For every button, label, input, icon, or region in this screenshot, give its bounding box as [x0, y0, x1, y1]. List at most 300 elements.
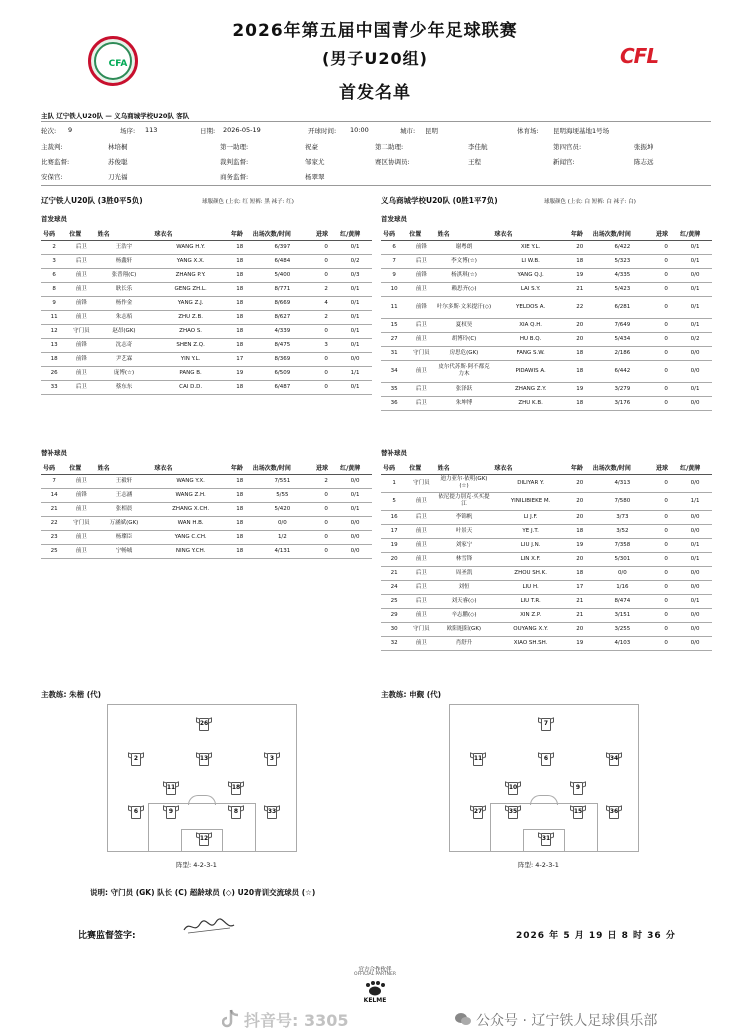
cell-cards: 0/0 — [338, 530, 372, 544]
home-starters-table — [41, 227, 372, 395]
cell-goals: 0 — [314, 268, 338, 282]
home-formation: 阵型: 4-2-3-1 — [176, 861, 217, 869]
cell-goals: 0 — [314, 352, 338, 366]
cell-age: 18 — [569, 346, 591, 360]
cell-age: 21 — [569, 608, 591, 622]
cell-name: 王志涵 — [96, 488, 153, 502]
cell-appearances: 4/131 — [251, 544, 314, 558]
column-header-cards: 红/黄牌 — [678, 461, 712, 474]
cell-goals: 0 — [654, 594, 678, 608]
cell-number: 3 — [41, 254, 67, 268]
partner-brand: KELME — [363, 997, 387, 1004]
player-shirt-icon — [196, 832, 212, 846]
cell-age: 18 — [229, 380, 251, 394]
home-subs-table — [41, 461, 372, 559]
player-shirt-icon — [538, 832, 554, 846]
cell-name: 李文博(☆) — [436, 254, 493, 268]
shirt-number: 34 — [609, 755, 619, 762]
table-row — [41, 324, 372, 338]
cell-appearances: 5/420 — [251, 502, 314, 516]
cell-appearances: 4/103 — [591, 636, 654, 650]
column-header-position: 位置 — [67, 461, 95, 474]
cell-goals: 0 — [654, 382, 678, 396]
home-starters-label: 首发球员 — [41, 215, 67, 223]
cell-name: 沈志奇 — [96, 338, 153, 352]
cell-cards: 0/1 — [338, 240, 372, 254]
cell-age: 18 — [229, 338, 251, 352]
cell-age: 18 — [229, 254, 251, 268]
table-row — [381, 510, 712, 524]
cell-cards: 0/0 — [678, 360, 712, 382]
cell-number: 25 — [381, 594, 407, 608]
cell-shirt-name: LI W.B. — [492, 254, 568, 268]
cell-name: 朱坤博 — [436, 396, 493, 410]
cell-name: 万涵斌(GK) — [96, 516, 153, 530]
cell-number: 34 — [381, 360, 407, 382]
cell-position: 守门员 — [407, 474, 435, 492]
cell-number: 22 — [41, 516, 67, 530]
cell-age: 19 — [229, 366, 251, 380]
cell-position: 前卫 — [67, 282, 95, 296]
column-header-name: 姓名 — [436, 461, 493, 474]
cell-name: 朱志栢 — [96, 310, 153, 324]
partner-sub: OFFICIAL PARTNER — [354, 972, 396, 977]
cell-position: 前卫 — [407, 524, 435, 538]
kickoff-label: 开球时间: — [308, 127, 337, 135]
cell-goals: 0 — [654, 240, 678, 254]
table-row — [41, 254, 372, 268]
cell-number: 26 — [41, 366, 67, 380]
douyin-logo-icon — [222, 1008, 240, 1028]
cell-cards: 0/1 — [338, 488, 372, 502]
table-row — [381, 636, 712, 650]
player-shirt-icon — [538, 752, 554, 766]
cell-goals: 0 — [654, 492, 678, 510]
cell-age: 22 — [569, 296, 591, 318]
table-row — [381, 382, 712, 396]
cell-appearances: 5/301 — [591, 552, 654, 566]
cell-position: 前卫 — [67, 502, 95, 516]
cell-cards: 1/1 — [338, 366, 372, 380]
cell-age: 18 — [569, 360, 591, 382]
away-formation: 阵型: 4-2-3-1 — [518, 861, 559, 869]
cell-cards: 0/1 — [678, 382, 712, 396]
cell-appearances: 8/475 — [251, 338, 314, 352]
cell-cards: 0/1 — [338, 324, 372, 338]
cell-position: 前卫 — [67, 366, 95, 380]
cell-appearances: 8/369 — [251, 352, 314, 366]
cell-goals: 0 — [654, 566, 678, 580]
cell-name: 王浩宇 — [96, 240, 153, 254]
venue-label: 体育场: — [517, 127, 539, 135]
cell-age: 20 — [569, 492, 591, 510]
column-header-name: 姓名 — [96, 461, 153, 474]
ar2-value: 李佳航 — [468, 143, 488, 151]
ref-supervisor-label: 裁判监督: — [220, 158, 249, 166]
cell-position: 前卫 — [407, 492, 435, 510]
shirt-number: 8 — [233, 808, 239, 815]
cell-age: 18 — [569, 566, 591, 580]
cell-shirt-name: CAI D.D. — [152, 380, 228, 394]
table-row — [381, 332, 712, 346]
column-header-shirt-name: 球衣名 — [492, 461, 568, 474]
cell-appearances: 8/771 — [251, 282, 314, 296]
cell-name: 叶尔多斯·文米提汗(◇) — [436, 296, 493, 318]
cell-number: 20 — [381, 552, 407, 566]
document-title: 首发名单 — [339, 83, 411, 103]
cell-age: 19 — [569, 636, 591, 650]
cell-number: 31 — [381, 346, 407, 360]
shirt-number: 2 — [133, 755, 139, 762]
table-row — [41, 488, 372, 502]
cell-name: 尹艺霖 — [96, 352, 153, 366]
player-shirt-icon — [128, 805, 144, 819]
shirt-number: 9 — [575, 784, 581, 791]
cell-appearances: 6/422 — [591, 240, 654, 254]
cell-cards: 0/0 — [678, 566, 712, 580]
cell-shirt-name: HU B.Q. — [492, 332, 568, 346]
shirt-number: 6 — [543, 755, 549, 762]
legend-note: 说明: 守门员 (GK) 队长 (C) 超龄球员 (◇) U20青训交流球员 (☆) — [90, 888, 316, 897]
shirt-number: 13 — [199, 755, 209, 762]
cell-age: 20 — [569, 552, 591, 566]
cell-shirt-name: XIAO SH.SH. — [492, 636, 568, 650]
column-header-number: 号码 — [381, 227, 407, 240]
player-shirt-icon — [196, 752, 212, 766]
cell-goals: 0 — [314, 502, 338, 516]
cell-shirt-name: NING Y.CH. — [152, 544, 228, 558]
cell-number: 6 — [381, 240, 407, 254]
cell-goals: 0 — [314, 254, 338, 268]
cell-age: 18 — [229, 240, 251, 254]
home-coach: 主教练: 朱楷 (代) — [41, 690, 102, 699]
cell-cards: 0/1 — [678, 240, 712, 254]
cell-goals: 0 — [654, 552, 678, 566]
cell-shirt-name: ZHU K.B. — [492, 396, 568, 410]
cell-name: 张普翔(C) — [96, 268, 153, 282]
cell-age: 18 — [229, 296, 251, 310]
cell-appearances: 3/255 — [591, 622, 654, 636]
column-header-position: 位置 — [67, 227, 95, 240]
table-row — [381, 608, 712, 622]
shirt-number: 9 — [168, 808, 174, 815]
shirt-number: 36 — [609, 808, 619, 815]
cell-name: 宁畅城 — [96, 544, 153, 558]
match-no-label: 场序: — [120, 127, 136, 135]
cell-appearances: 7/580 — [591, 492, 654, 510]
cell-shirt-name: YANG Q.J. — [492, 268, 568, 282]
cell-goals: 0 — [654, 282, 678, 296]
cell-appearances: 0/0 — [251, 516, 314, 530]
cell-cards: 0/1 — [338, 282, 372, 296]
cell-age: 19 — [569, 382, 591, 396]
cell-cards: 0/0 — [678, 474, 712, 492]
cell-appearances: 4/313 — [591, 474, 654, 492]
column-header-shirt-name: 球衣名 — [152, 461, 228, 474]
cell-name: 耿长乐 — [96, 282, 153, 296]
cell-number: 6 — [41, 268, 67, 282]
fourth-official-value: 张振坤 — [634, 143, 654, 151]
cell-number: 11 — [381, 296, 407, 318]
shirt-number: 26 — [199, 720, 209, 727]
cell-goals: 4 — [314, 296, 338, 310]
cell-position: 前锋 — [407, 240, 435, 254]
cell-goals: 2 — [314, 282, 338, 296]
cell-shirt-name: YANG X.X. — [152, 254, 228, 268]
partner-label: 官方合作伙伴 — [358, 967, 392, 973]
cell-position: 前锋 — [67, 296, 95, 310]
cell-shirt-name: ZHU Z.B. — [152, 310, 228, 324]
table-row — [381, 396, 712, 410]
cell-position: 前卫 — [407, 538, 435, 552]
cell-name: 刘天睿(◇) — [436, 594, 493, 608]
cell-appearances: 1/16 — [591, 580, 654, 594]
cell-number: 11 — [41, 310, 67, 324]
home-subs-label: 替补球员 — [41, 449, 67, 457]
cell-shirt-name: WAN H.B. — [152, 516, 228, 530]
cell-number: 1 — [381, 474, 407, 492]
cell-number: 2 — [41, 240, 67, 254]
cell-age: 19 — [569, 538, 591, 552]
cell-shirt-name: XIE Y.L. — [492, 240, 568, 254]
table-row — [381, 318, 712, 332]
cell-position: 后卫 — [407, 510, 435, 524]
cell-name: 杨作金 — [96, 296, 153, 310]
cell-name: 谢粤朗 — [436, 240, 493, 254]
signature-datetime: 2026 年 5 月 19 日 8 时 36 分 — [516, 931, 676, 941]
table-row — [41, 516, 372, 530]
cell-cards: 0/0 — [678, 510, 712, 524]
cell-goals: 0 — [654, 622, 678, 636]
cell-position: 后卫 — [407, 396, 435, 410]
cell-shirt-name: PANG B. — [152, 366, 228, 380]
home-kit-colors: 球服颜色 (上衣: 红 短裤: 黑 袜子: 红) — [202, 199, 294, 205]
player-shirt-icon — [470, 752, 486, 766]
cell-position: 前卫 — [407, 282, 435, 296]
cell-cards: 0/2 — [338, 254, 372, 268]
cell-cards: 0/0 — [338, 544, 372, 558]
home-formation-pitch — [107, 704, 297, 852]
cell-goals: 0 — [654, 318, 678, 332]
cell-shirt-name: YE J.T. — [492, 524, 568, 538]
cell-shirt-name: WANG Y.X. — [152, 474, 228, 488]
cell-name: 皮尔代苏斯·阿不都克力木 — [436, 360, 493, 382]
away-coach: 主教练: 申觐 (代) — [381, 690, 442, 699]
cell-number: 27 — [381, 332, 407, 346]
cfa-logo: CFA — [88, 36, 138, 86]
cell-age: 21 — [569, 594, 591, 608]
cell-number: 7 — [41, 474, 67, 488]
column-header-name: 姓名 — [96, 227, 153, 240]
cell-position: 后卫 — [67, 254, 95, 268]
cell-goals: 0 — [654, 254, 678, 268]
shirt-number: 33 — [267, 808, 277, 815]
cell-goals: 0 — [654, 268, 678, 282]
cell-age: 18 — [229, 488, 251, 502]
cell-cards: 0/1 — [678, 254, 712, 268]
cell-appearances: 6/484 — [251, 254, 314, 268]
cell-name: 杨淇琪(☆) — [436, 268, 493, 282]
table-row — [41, 268, 372, 282]
cell-position: 前卫 — [407, 552, 435, 566]
cell-cards: 0/0 — [678, 580, 712, 594]
cell-shirt-name: ZHAO S. — [152, 324, 228, 338]
player-shirt-icon — [228, 781, 244, 795]
ar1-value: 祝豪 — [305, 143, 318, 151]
cell-cards: 1/1 — [678, 492, 712, 510]
cell-age: 18 — [229, 474, 251, 488]
table-row — [381, 268, 712, 282]
column-header-goals: 进球 — [314, 227, 338, 240]
column-header-age: 年龄 — [569, 461, 591, 474]
cell-name: 叶景天 — [436, 524, 493, 538]
player-shirt-icon — [505, 781, 521, 795]
cell-position: 后卫 — [407, 318, 435, 332]
table-row — [381, 552, 712, 566]
cell-appearances: 6/509 — [251, 366, 314, 380]
security-value: 刀光福 — [108, 173, 128, 181]
cell-appearances: 4/339 — [251, 324, 314, 338]
player-shirt-icon — [264, 752, 280, 766]
player-shirt-icon — [163, 805, 179, 819]
cell-goals: 0 — [314, 366, 338, 380]
press-officer-label: 新闻官: — [553, 158, 575, 166]
cell-cards: 0/2 — [678, 332, 712, 346]
table-row — [41, 530, 372, 544]
cell-cards: 0/0 — [678, 268, 712, 282]
cell-position: 前卫 — [67, 544, 95, 558]
coordinator-value: 王程 — [468, 158, 481, 166]
cell-goals: 0 — [654, 538, 678, 552]
cell-shirt-name: XIA Q.H. — [492, 318, 568, 332]
commercial-value: 杨翠翠 — [305, 173, 325, 181]
cell-appearances: 5/323 — [591, 254, 654, 268]
table-row — [381, 594, 712, 608]
cell-shirt-name: DILIYAR Y. — [492, 474, 568, 492]
cell-number: 30 — [381, 622, 407, 636]
table-row — [41, 352, 372, 366]
player-shirt-icon — [570, 805, 586, 819]
shirt-number: 27 — [473, 808, 483, 815]
column-header-shirt-name: 球衣名 — [152, 227, 228, 240]
cell-appearances: 6/281 — [591, 296, 654, 318]
cell-appearances: 5/400 — [251, 268, 314, 282]
cell-cards: 0/0 — [678, 346, 712, 360]
cell-position: 前卫 — [67, 530, 95, 544]
cell-goals: 0 — [314, 530, 338, 544]
cell-goals: 0 — [654, 474, 678, 492]
table-row — [381, 492, 712, 510]
cell-number: 25 — [41, 544, 67, 558]
cell-age: 20 — [569, 474, 591, 492]
column-header-cards: 红/黄牌 — [678, 227, 712, 240]
cell-goals: 0 — [654, 608, 678, 622]
kickoff-value: 10:00 — [350, 126, 369, 134]
column-header-goals: 进球 — [654, 227, 678, 240]
signature-label: 比赛监督签字: — [78, 931, 136, 941]
referee-value: 林培桐 — [108, 143, 128, 151]
cell-cards: 0/0 — [678, 396, 712, 410]
cell-position: 前卫 — [407, 636, 435, 650]
cell-number: 14 — [41, 488, 67, 502]
cell-name: 张泽跃 — [436, 382, 493, 396]
cell-age: 21 — [569, 282, 591, 296]
cell-cards: 0/0 — [678, 636, 712, 650]
cell-shirt-name: LIU H. — [492, 580, 568, 594]
cell-appearances: 3/73 — [591, 510, 654, 524]
cell-age: 18 — [569, 254, 591, 268]
cell-number: 13 — [41, 338, 67, 352]
cell-name: 赖思齐(◇) — [436, 282, 493, 296]
table-row — [41, 380, 372, 394]
cell-cards: 0/0 — [678, 524, 712, 538]
cell-cards: 0/1 — [678, 318, 712, 332]
column-header-appearances: 出场次数/时间 — [591, 461, 654, 474]
column-header-appearances: 出场次数/时间 — [251, 227, 314, 240]
cell-goals: 0 — [654, 296, 678, 318]
away-formation-pitch — [449, 704, 639, 852]
cell-goals: 3 — [314, 338, 338, 352]
column-header-goals: 进球 — [314, 461, 338, 474]
cell-name: 依尼提力别克·买买提江 — [436, 492, 493, 510]
cell-shirt-name: FANG S.W. — [492, 346, 568, 360]
cell-goals: 0 — [314, 324, 338, 338]
table-row — [41, 338, 372, 352]
match-no-value: 113 — [145, 126, 158, 134]
shirt-number: 10 — [508, 784, 518, 791]
cell-goals: 2 — [314, 474, 338, 488]
column-header-goals: 进球 — [654, 461, 678, 474]
table-row — [381, 282, 712, 296]
cell-name: 辛志鹏(◇) — [436, 608, 493, 622]
cell-position: 后卫 — [407, 382, 435, 396]
teams-line: 主队 辽宁铁人U20队 — 义乌商城学校U20队 客队 — [41, 112, 190, 120]
table-row — [41, 240, 372, 254]
cell-age: 18 — [569, 396, 591, 410]
cell-cards: 0/0 — [338, 474, 372, 488]
fourth-official-label: 第四官员: — [553, 143, 582, 151]
cell-number: 19 — [381, 538, 407, 552]
column-header-appearances: 出场次数/时间 — [591, 227, 654, 240]
column-header-age: 年龄 — [229, 461, 251, 474]
player-shirt-icon — [128, 752, 144, 766]
table-row — [381, 240, 712, 254]
cell-cards: 0/1 — [678, 282, 712, 296]
cell-shirt-name: GENG ZH.L. — [152, 282, 228, 296]
kelme-paw-icon — [364, 980, 386, 996]
cell-position: 前卫 — [407, 360, 435, 382]
player-shirt-icon — [470, 805, 486, 819]
cell-number: 18 — [41, 352, 67, 366]
ref-supervisor-value: 邹家尤 — [305, 158, 325, 166]
cell-appearances: 8/474 — [591, 594, 654, 608]
cell-position: 前卫 — [67, 310, 95, 324]
cell-cards: 0/1 — [678, 296, 712, 318]
shirt-number: 11 — [166, 784, 176, 791]
cell-number: 8 — [41, 282, 67, 296]
cell-age: 17 — [229, 352, 251, 366]
table-row — [41, 502, 372, 516]
cell-name: 庞博(☆) — [96, 366, 153, 380]
cell-shirt-name: SHEN Z.Q. — [152, 338, 228, 352]
cell-goals: 0 — [654, 636, 678, 650]
table-row — [41, 296, 372, 310]
cell-name: 周圣凯 — [436, 566, 493, 580]
league-subtitle: (男子U20组) — [322, 49, 428, 68]
shirt-number: 31 — [541, 835, 551, 842]
table-row — [381, 360, 712, 382]
cell-appearances: 8/669 — [251, 296, 314, 310]
